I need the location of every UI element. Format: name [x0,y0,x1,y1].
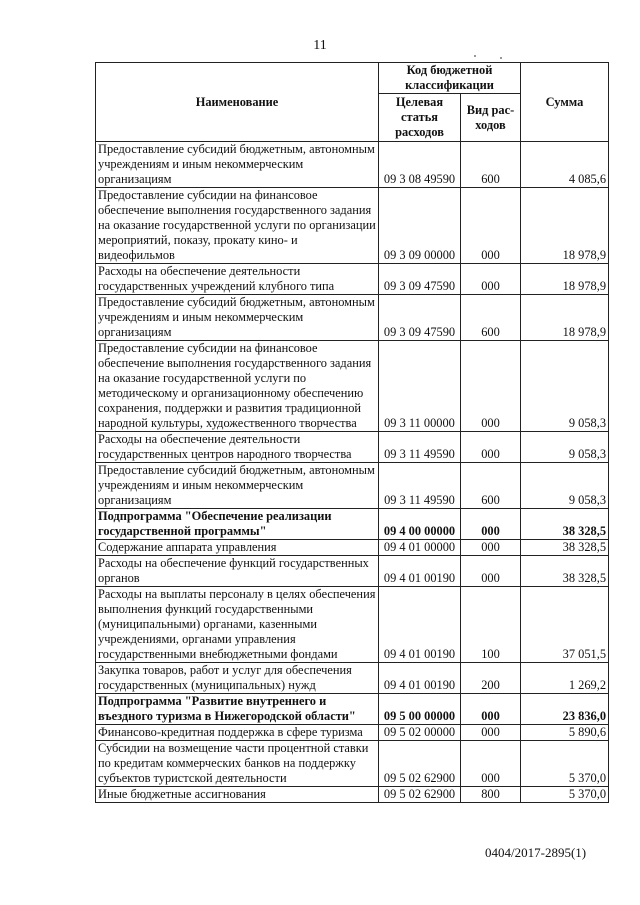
header-expense-type: Вид рас-ходов [461,94,521,142]
row-sum: 18 978,9 [521,188,609,264]
table-row [96,432,609,463]
scan-speck [500,57,502,59]
row-sum: 38 328,5 [521,556,609,587]
row-target-article: 09 5 02 62900 [379,741,461,787]
table-row [96,188,609,264]
document-code: 0404/2017-2895(1) [485,845,587,860]
row-target-article: 09 4 01 00190 [379,556,461,587]
page-number: 11 [313,38,327,53]
row-target-article: 09 5 02 00000 [379,725,461,741]
row-sum: 23 836,0 [521,694,609,725]
row-sum: 18 978,9 [521,264,609,295]
row-target-article: 09 3 11 49590 [379,463,461,509]
row-name: Предоставление субсидии на финансовое обеспечение выполнения государственного задания на оказание государственной услуги по организации мероприятий, показу, прокату кино- и видеофильмов [96,188,379,264]
budget-table [95,62,609,803]
row-name: Финансово-кредитная поддержка в сфере туризма [96,725,379,741]
table-row [96,741,609,787]
table-row [96,556,609,587]
table-row [96,587,609,663]
row-sum: 5 370,0 [521,787,609,803]
row-target-article: 09 4 01 00000 [379,540,461,556]
row-name: Иные бюджетные ассигнования [96,787,379,803]
row-expense-type: 600 [461,463,521,509]
row-target-article: 09 4 01 00190 [379,587,461,663]
row-sum: 1 269,2 [521,663,609,694]
row-expense-type: 000 [461,556,521,587]
row-target-article: 09 3 11 00000 [379,341,461,432]
table-row [96,341,609,432]
row-expense-type: 800 [461,787,521,803]
row-expense-type: 000 [461,341,521,432]
table-row [96,694,609,725]
row-target-article: 09 4 00 00000 [379,509,461,540]
header-target-article: Целевая статья расходов [379,94,461,142]
row-expense-type: 100 [461,587,521,663]
row-target-article: 09 3 09 47590 [379,295,461,341]
row-target-article: 09 3 08 49590 [379,142,461,188]
header-sum: Сумма [521,63,609,142]
row-expense-type: 000 [461,540,521,556]
row-expense-type: 600 [461,142,521,188]
row-name: Предоставление субсидий бюджетным, автономным учреждениям и иным некоммерческим организациям [96,295,379,341]
row-name: Расходы на обеспечение функций государственных органов [96,556,379,587]
row-sum: 38 328,5 [521,509,609,540]
table-row [96,463,609,509]
row-expense-type: 000 [461,432,521,463]
row-name: Расходы на обеспечение деятельности государственных учреждений клубного типа [96,264,379,295]
table-row [96,142,609,188]
header-code-group: Код бюджетной классификации [379,63,521,94]
header-name: Наименование [96,63,379,142]
row-sum: 4 085,6 [521,142,609,188]
row-expense-type: 000 [461,694,521,725]
table-row [96,725,609,741]
row-sum: 5 890,6 [521,725,609,741]
scan-speck [474,55,476,57]
row-expense-type: 000 [461,725,521,741]
table-row [96,264,609,295]
row-sum: 9 058,3 [521,341,609,432]
row-sum: 18 978,9 [521,295,609,341]
row-target-article: 09 3 09 00000 [379,188,461,264]
row-expense-type: 000 [461,509,521,540]
row-sum: 37 051,5 [521,587,609,663]
row-sum: 9 058,3 [521,432,609,463]
row-expense-type: 600 [461,295,521,341]
row-sum: 5 370,0 [521,741,609,787]
row-expense-type: 000 [461,264,521,295]
row-name: Закупка товаров, работ и услуг для обеспечения государственных (муниципальных) нужд [96,663,379,694]
row-name: Предоставление субсидий бюджетным, автономным учреждениям и иным некоммерческим организациям [96,463,379,509]
table-row [96,295,609,341]
table-row [96,509,609,540]
row-sum: 9 058,3 [521,463,609,509]
row-expense-type: 200 [461,663,521,694]
row-target-article: 09 3 11 49590 [379,432,461,463]
row-name: Подпрограмма "Развитие внутреннего и въездного туризма в Нижегородской области" [96,694,379,725]
row-sum: 38 328,5 [521,540,609,556]
row-name: Расходы на обеспечение деятельности государственных центров народного творчества [96,432,379,463]
row-target-article: 09 3 09 47590 [379,264,461,295]
row-name: Предоставление субсидии на финансовое обеспечение выполнения государственного задания на оказание государственной услуги по методическому и организационному обеспечению сохранения, поддержки и развития традиционной народной культуры, художественного творчества [96,341,379,432]
row-target-article: 09 5 02 62900 [379,787,461,803]
row-expense-type: 000 [461,188,521,264]
row-name: Подпрограмма "Обеспечение реализации государственной программы" [96,509,379,540]
table-row [96,540,609,556]
row-target-article: 09 4 01 00190 [379,663,461,694]
row-target-article: 09 5 00 00000 [379,694,461,725]
row-expense-type: 000 [461,741,521,787]
row-name: Предоставление субсидий бюджетным, автономным учреждениям и иным некоммерческим организациям [96,142,379,188]
row-name: Содержание аппарата управления [96,540,379,556]
table-row [96,787,609,803]
table-row [96,663,609,694]
table-body [96,142,609,803]
row-name: Субсидии на возмещение части процентной ставки по кредитам коммерческих банков на поддержку субъектов туристской деятельности [96,741,379,787]
row-name: Расходы на выплаты персоналу в целях обеспечения выполнения функций государственными (муниципальными) органами, казенными учреждениями, органами управления государственными внебюджетными фондами [96,587,379,663]
